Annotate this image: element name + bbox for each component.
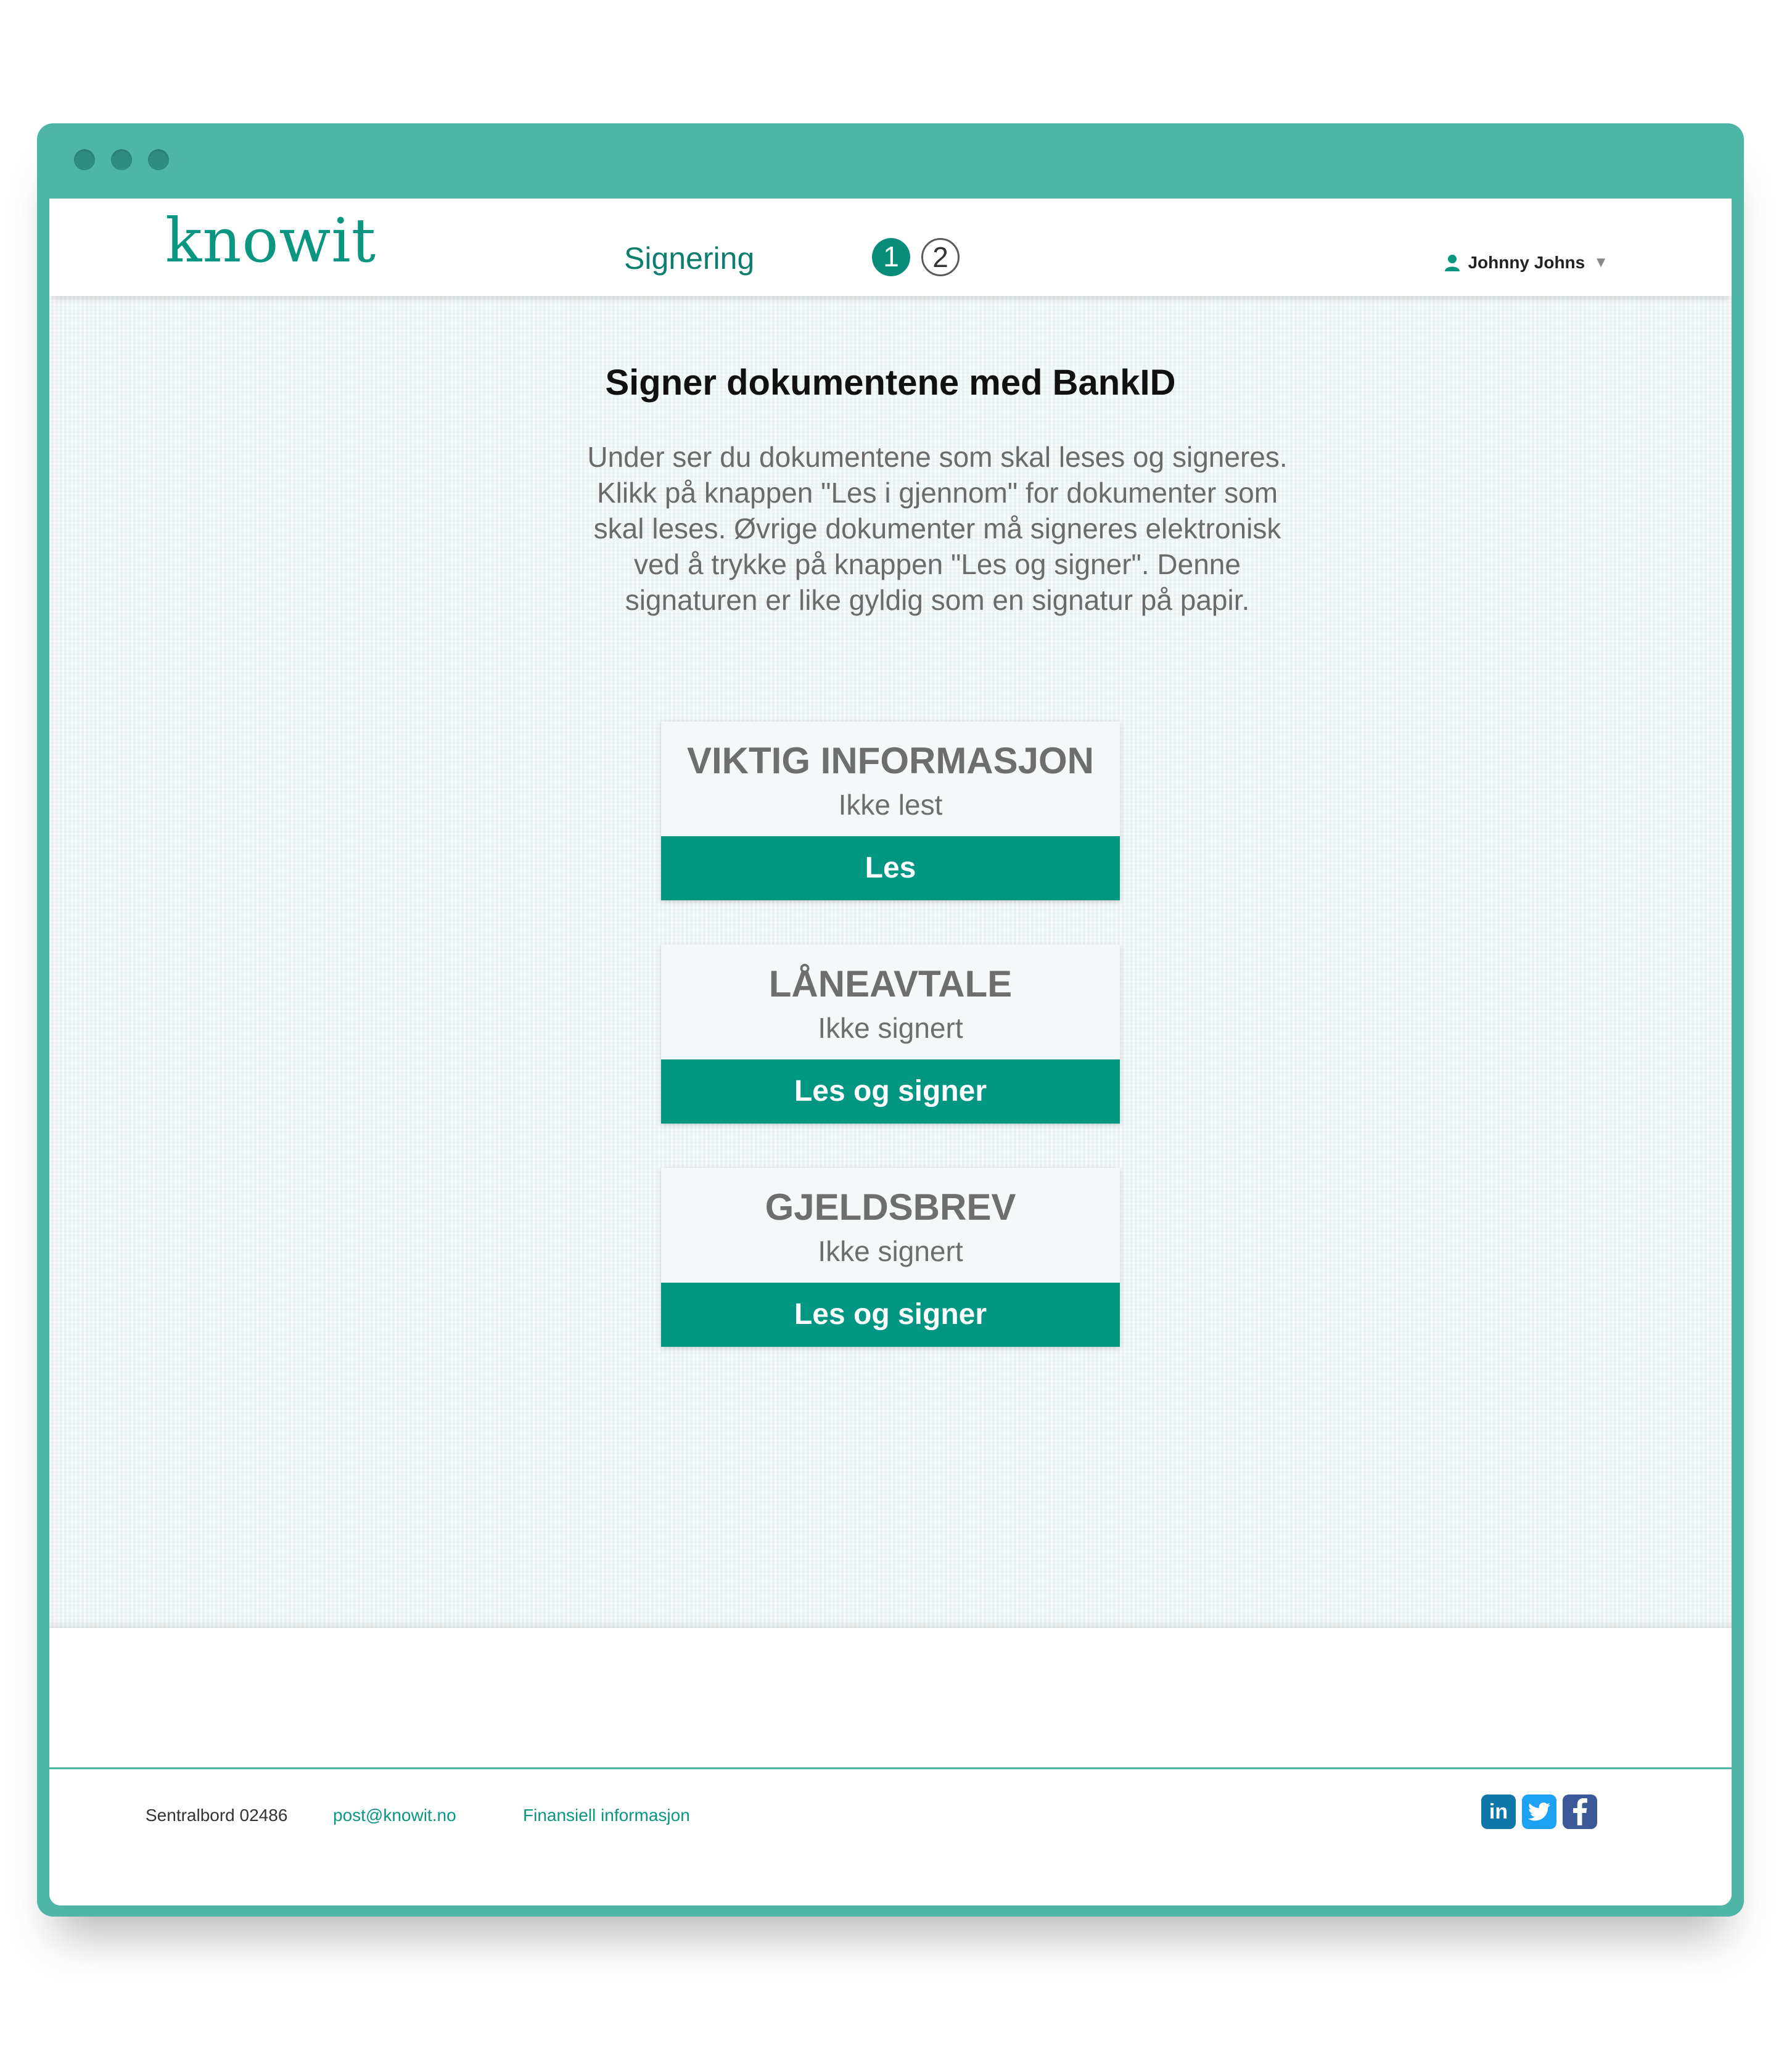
window-control-dot[interactable]	[148, 149, 169, 170]
document-title: LÅNEAVTALE	[768, 963, 1013, 1005]
twitter-bird-icon	[1528, 1803, 1550, 1821]
step-indicator-1: 1	[872, 238, 910, 276]
document-card	[661, 1168, 1120, 1347]
document-status: Ikke signert	[818, 1235, 963, 1267]
document-title: GJELDSBREV	[765, 1186, 1016, 1228]
window-control-dot[interactable]	[74, 149, 95, 170]
document-status: Ikke signert	[818, 1012, 963, 1044]
intro-text: Under ser du dokumentene som skal leses og signeres. Klikk på knappen "Les i gjennom" for dokumenter som skal leses. Øvrige dokumenter må signeres elektronisk ved å trykke på knappen "Les og signer". Denne signaturen er like gyldig som en signatur på papir.	[587, 441, 1288, 616]
user-icon	[1444, 254, 1460, 271]
footer-divider	[49, 1767, 1732, 1769]
page-viewport	[49, 199, 1732, 1906]
document-card	[661, 945, 1120, 1124]
browser-window	[37, 123, 1744, 1917]
footer-financial-info-link[interactable]: Finansiell informasjon	[523, 1806, 690, 1825]
footer-phone: Sentralbord 02486	[146, 1806, 288, 1825]
nav-title: Signering	[624, 241, 755, 276]
page-title: Signer dokumentene med BankID	[605, 363, 1176, 403]
facebook-icon[interactable]	[1563, 1794, 1597, 1829]
document-card	[661, 722, 1120, 900]
window-control-dot[interactable]	[111, 149, 132, 170]
linkedin-icon[interactable]: in	[1481, 1794, 1516, 1829]
read-and-sign-button[interactable]: Les og signer	[661, 1059, 1120, 1124]
document-title: VIKTIG INFORMASJON	[686, 740, 1095, 781]
document-status: Ikke lest	[838, 789, 943, 821]
footer-email-link[interactable]: post@knowit.no	[333, 1806, 456, 1825]
caret-down-icon: ▼	[1593, 254, 1608, 271]
twitter-icon[interactable]	[1522, 1794, 1556, 1829]
read-and-sign-button[interactable]: Les og signer	[661, 1283, 1120, 1347]
knowit-logo[interactable]: knowit	[165, 206, 377, 276]
read-button[interactable]: Les	[661, 836, 1120, 900]
site-header	[49, 199, 1732, 296]
user-menu[interactable]	[1444, 254, 1608, 271]
facebook-f-icon	[1572, 1798, 1588, 1825]
step-indicator-2: 2	[921, 238, 960, 276]
user-name: Johnny Johns	[1468, 253, 1585, 272]
main-content	[49, 296, 1732, 1628]
